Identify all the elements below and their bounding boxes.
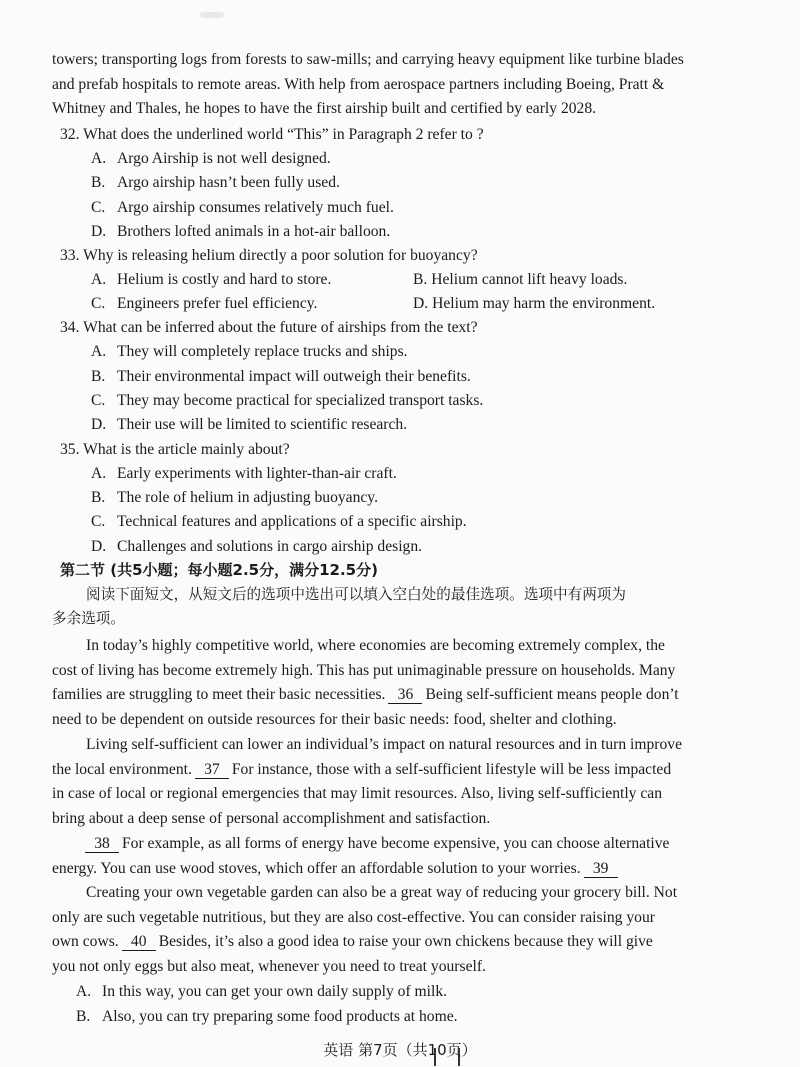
text-segment: own cows.: [52, 933, 119, 951]
blank-37[interactable]: 37: [195, 761, 229, 779]
option-letter: A.: [76, 983, 92, 1000]
page-footer: 英语 第7页（共10页）: [323, 1041, 477, 1059]
option-letter: D.: [413, 295, 429, 312]
q34-option-b[interactable]: [91, 365, 471, 390]
text-line: bring about a deep sense of personal accomplishment and satisfaction.: [52, 809, 491, 827]
option-letter: D.: [91, 416, 107, 433]
text-line: [52, 832, 708, 857]
blank-38[interactable]: 38: [85, 835, 119, 853]
blank-39[interactable]: 39: [584, 860, 618, 878]
option-text: The role of helium in adjusting buoyancy.: [117, 489, 378, 506]
q34-option-c[interactable]: [91, 389, 483, 414]
option-letter: B.: [91, 489, 106, 506]
text-line: towers; transporting logs from forests to saw-mills; and carrying heavy equipment like turbine blades: [52, 51, 684, 68]
q32-option-d[interactable]: [91, 220, 390, 245]
q32-option-b[interactable]: [91, 171, 340, 196]
option-text: They will completely replace trucks and ships.: [117, 343, 408, 360]
answer-option-a[interactable]: [76, 980, 447, 1005]
option-text: Helium cannot lift heavy loads.: [431, 271, 628, 288]
section-heading: 第二节 (共5小题；每小题2.5分，满分12.5分): [60, 561, 378, 579]
passage-paragraph-1: [52, 634, 708, 732]
blank-40[interactable]: 40: [122, 933, 156, 951]
text-line: Whitney and Thales, he hopes to have the first airship built and certified by early 2028.: [52, 100, 597, 118]
option-letter: C.: [91, 392, 106, 409]
option-text: Technical features and applications of a specific airship.: [117, 513, 467, 530]
text-line: and prefab hospitals to remote areas. With help from aerospace partners including Boeing, Pratt &: [52, 75, 665, 93]
text-line: only are such vegetable nutritious, but they are also cost-effective. You can consider raising your: [52, 908, 655, 926]
option-text: Also, you can try preparing some food products at home.: [102, 1008, 458, 1025]
option-text: Argo Airship is not well designed.: [117, 150, 331, 167]
q35-option-c[interactable]: [91, 510, 467, 535]
text-segment: the local environment.: [52, 760, 192, 778]
section-instruction-cont: [52, 607, 712, 632]
option-letter: D.: [91, 223, 107, 240]
option-text: In this way, you can get your own daily supply of milk.: [102, 983, 448, 1000]
text-line: [52, 683, 708, 708]
q33-option-a[interactable]: [91, 268, 331, 293]
instruction-line: 阅读下面短文，从短文后的选项中选出可以填入空白处的最佳选项。选项中有两项为: [86, 586, 626, 603]
text-line: in case of local or regional emergencies that may limit resources. Also, living self-sufficiently can: [52, 785, 662, 803]
option-text: Brothers lofted animals in a hot-air balloon.: [117, 223, 391, 240]
binding-mark: [434, 1048, 460, 1066]
text-segment: Besides, it’s also a good idea to raise your own chickens because they will give: [158, 933, 653, 951]
option-text: Helium is costly and hard to store.: [117, 271, 332, 288]
q35-option-a[interactable]: [91, 462, 397, 487]
text-line: cost of living has become extremely high. This has put unimaginable pressure on households. Many: [52, 661, 676, 679]
q32-option-a[interactable]: [91, 147, 331, 172]
option-text: Argo airship consumes relatively much fuel.: [117, 199, 394, 216]
passage-paragraph-4: [52, 881, 708, 979]
option-text: They may become practical for specialized transport tasks.: [117, 392, 484, 409]
text-segment: families are struggling to meet their basic necessities.: [52, 686, 386, 704]
text-line: you not only eggs but also meat, whenever you need to treat yourself.: [52, 957, 486, 975]
passage-paragraph-2: [52, 733, 708, 831]
passage-paragraph-3: [52, 832, 708, 881]
question-34-stem: 34. What can be inferred about the future of airships from the text?: [60, 319, 478, 336]
text-line: In today’s highly competitive world, where economies are becoming extremely complex, the: [86, 637, 665, 654]
option-text: Early experiments with lighter-than-air craft.: [117, 465, 397, 482]
option-letter: C.: [91, 513, 106, 530]
option-letter: D.: [91, 538, 107, 555]
q34-option-a[interactable]: [91, 340, 408, 365]
section-instruction: [52, 583, 712, 608]
option-text: Engineers prefer fuel efficiency.: [117, 295, 318, 312]
question-32-stem: 32. What does the underlined world “This” in Paragraph 2 refer to ?: [60, 126, 484, 143]
option-letter: A.: [91, 465, 107, 482]
q33-option-d[interactable]: [413, 292, 655, 317]
text-segment: For example, as all forms of energy have become expensive, you can choose alternative: [122, 835, 670, 852]
text-segment: energy. You can use wood stoves, which offer an affordable solution to your worries.: [52, 859, 581, 877]
q33-option-c[interactable]: [91, 292, 317, 317]
option-text: Their use will be limited to scientific research.: [117, 416, 408, 433]
q34-option-d[interactable]: [91, 413, 407, 438]
text-line: [52, 857, 708, 882]
text-line: Living self-sufficient can lower an individual’s impact on natural resources and in turn improve: [86, 736, 683, 753]
option-letter: C.: [91, 199, 106, 216]
text-segment: For instance, those with a self-sufficient lifestyle will be less impacted: [231, 760, 672, 778]
text-line: Creating your own vegetable garden can also be a great way of reducing your grocery bill. Not: [86, 884, 678, 901]
option-letter: A.: [91, 150, 107, 167]
q33-option-b[interactable]: [413, 268, 627, 293]
option-text: Helium may harm the environment.: [432, 295, 656, 312]
scan-smudge: [200, 12, 224, 18]
q35-option-d[interactable]: [91, 535, 422, 560]
option-letter: A.: [91, 343, 107, 360]
text-line: [52, 758, 708, 783]
q32-option-c[interactable]: [91, 196, 394, 221]
question-33-stem: 33. Why is releasing helium directly a poor solution for buoyancy?: [60, 247, 478, 264]
option-letter: B.: [91, 174, 106, 191]
text-line: need to be dependent on outside resources for their basic needs: food, shelter and clothing.: [52, 710, 617, 728]
text-segment: Being self-sufficient means people don’t: [425, 686, 679, 704]
option-text: Challenges and solutions in cargo airship design.: [117, 538, 423, 555]
option-text: Argo airship hasn’t been fully used.: [117, 174, 340, 191]
option-letter: B.: [76, 1008, 91, 1025]
question-35-stem: 35. What is the article mainly about?: [60, 441, 290, 458]
option-letter: B.: [413, 271, 428, 288]
q35-option-b[interactable]: [91, 486, 378, 511]
option-letter: A.: [91, 271, 107, 288]
text-line: [52, 930, 708, 955]
option-letter: B.: [91, 368, 106, 385]
answer-option-b[interactable]: [76, 1005, 458, 1030]
passage-continuation: [52, 48, 708, 122]
instruction-line: 多余选项。: [52, 610, 125, 627]
option-letter: C.: [91, 295, 106, 312]
option-text: Their environmental impact will outweigh their benefits.: [117, 368, 471, 385]
blank-36[interactable]: 36: [388, 686, 422, 704]
